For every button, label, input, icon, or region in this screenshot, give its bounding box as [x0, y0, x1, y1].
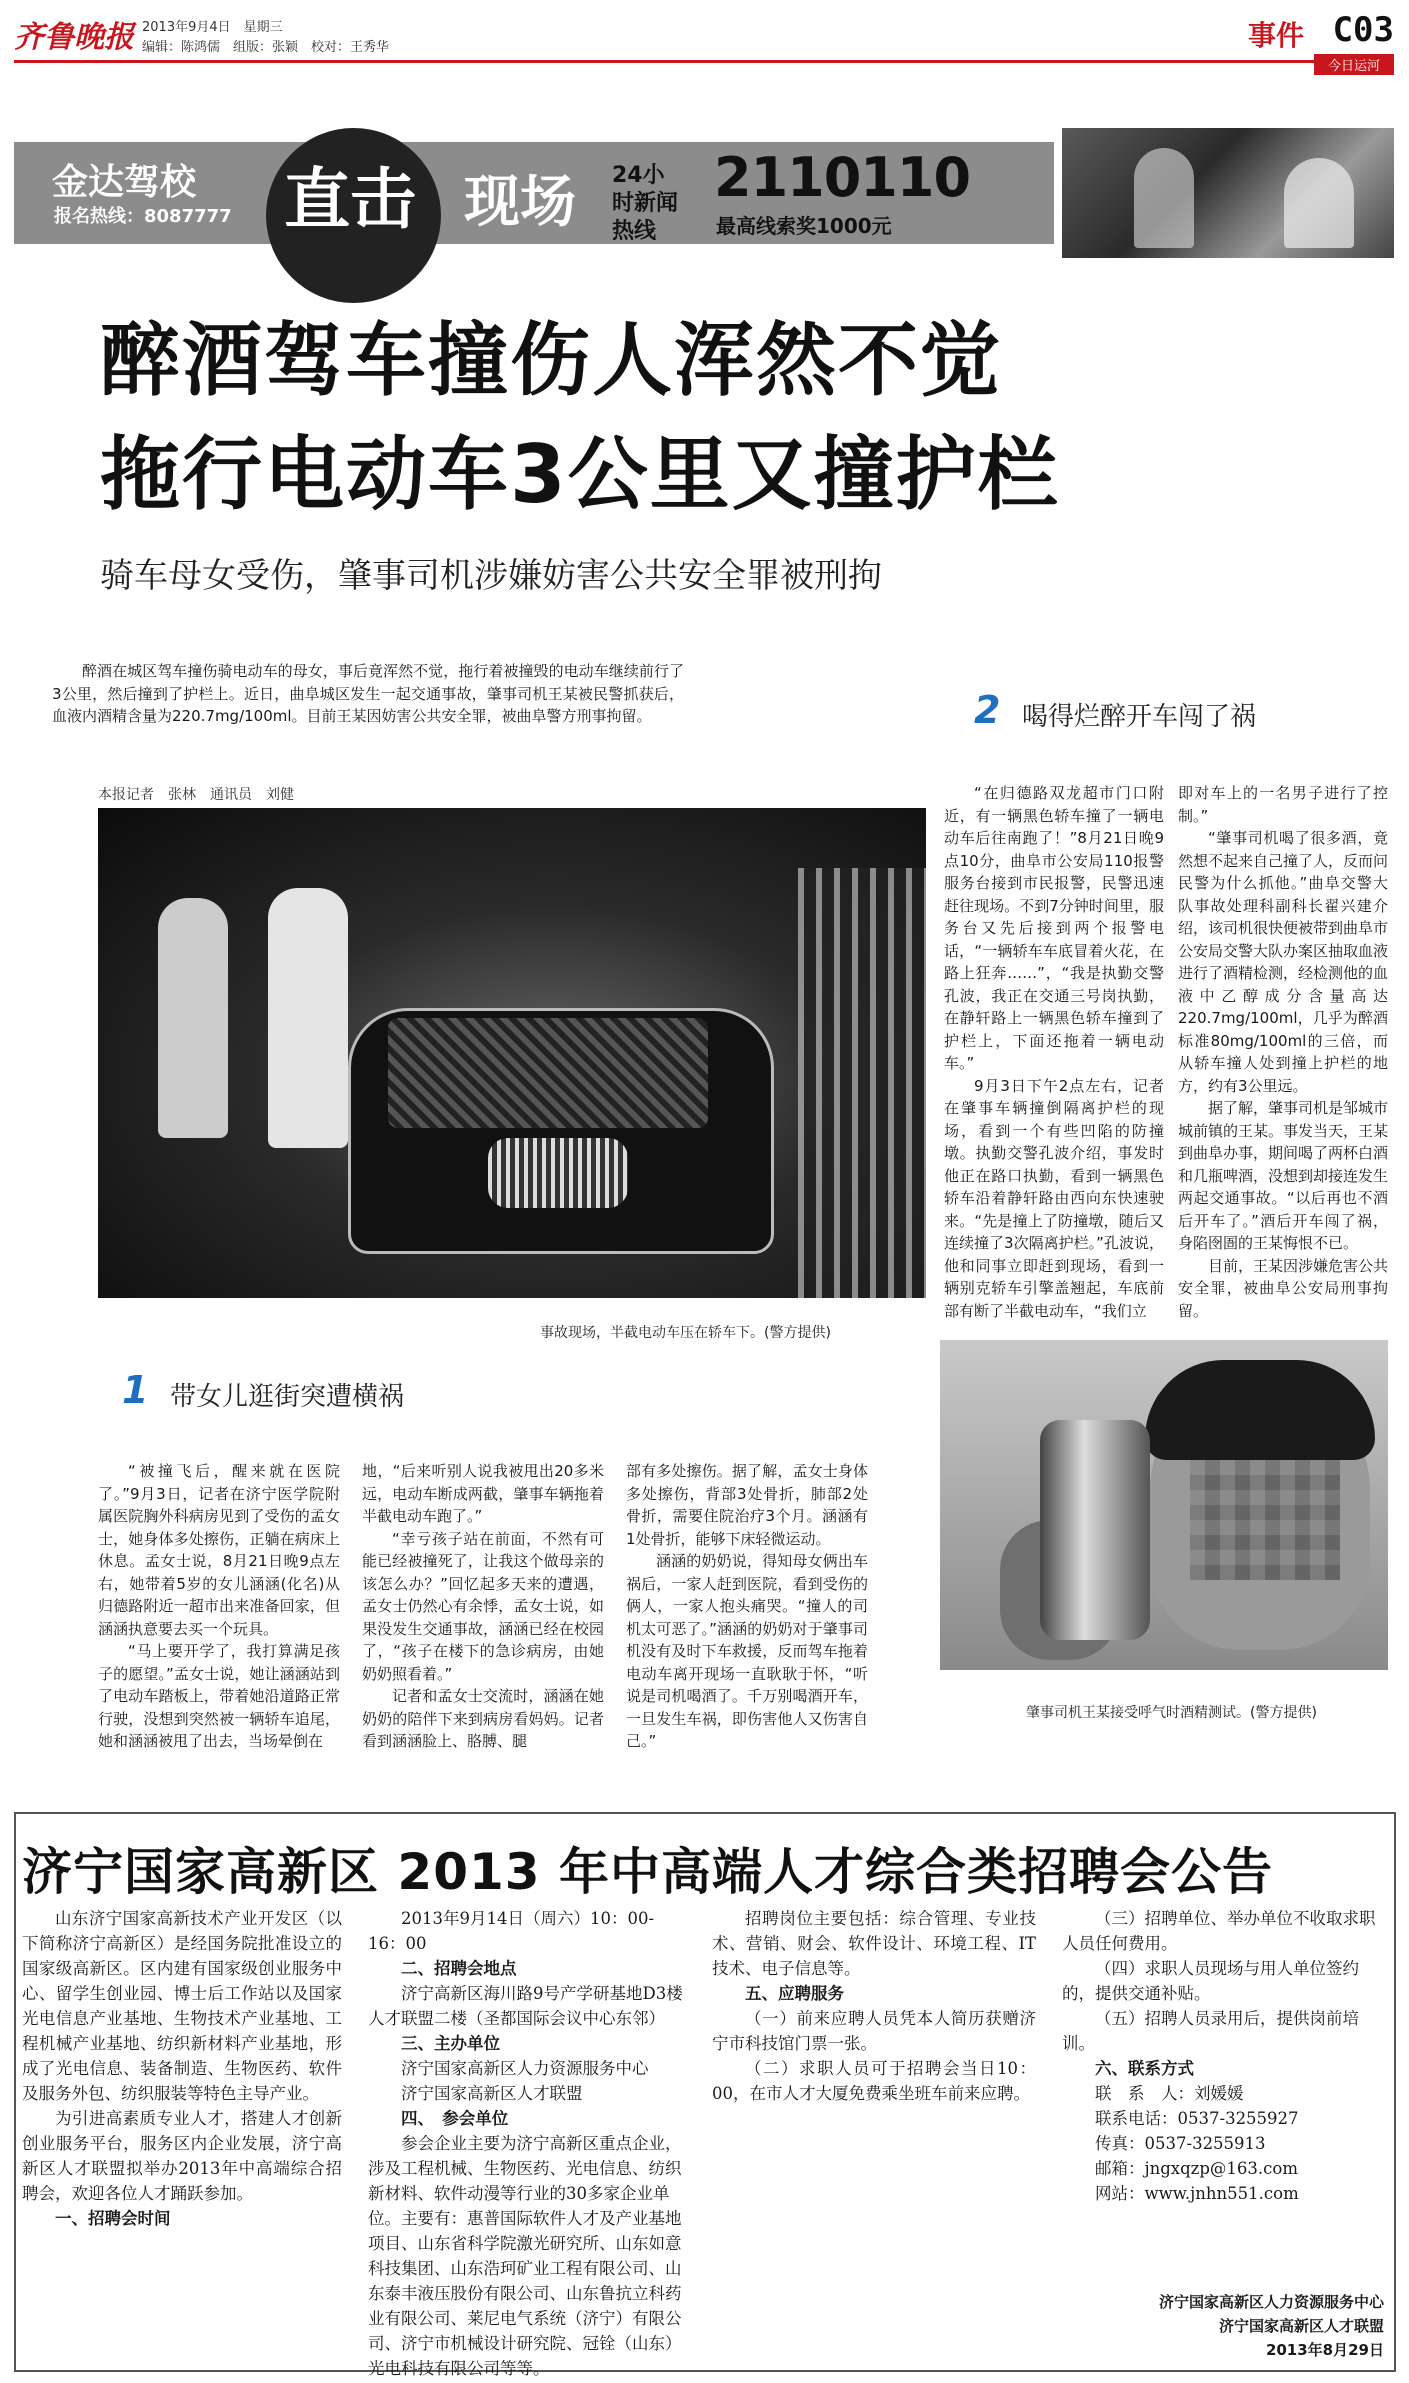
photo-person: [268, 888, 348, 1148]
section-number: 2: [974, 688, 1001, 732]
paragraph: “被撞飞后，醒来就在医院了。”9月3日，记者在济宁医学院附属医院胸外科病房见到了受伤的孟女士，她身体多处擦伤，正躺在病床上休息。孟女士说，8月21日晚9点左右，她带着5岁的女儿涵涵(化名)从归德路附近一超市出来准备回家，但涵涵执意要去买一个玩具。: [98, 1462, 340, 1638]
subheadline: 骑车母女受伤，肇事司机涉嫌妨害公共安全罪被刑拘: [100, 556, 882, 596]
paragraph: 据了解，肇事司机是邹城市城前镇的王某。事发当天，王某到曲阜办事，期间喝了两杯白酒和几瓶啤酒，没想到却接连发生两起交通事故。“以后再也不酒后开车了。”酒后开车闯了祸，身陷囹圄的王某悔恨不已。: [1178, 1099, 1389, 1252]
school-phone: 报名热线：8087777: [54, 206, 232, 227]
contact-phone: 联系电话：0537-3255927: [1095, 2109, 1299, 2128]
ad-host-text: 济宁国家高新区人力资源服务中心: [401, 2059, 649, 2078]
column-banner: [14, 128, 1394, 278]
section-label: 事件: [1247, 19, 1304, 52]
paragraph: 即对车上的一名男子进行了控制。”: [1178, 784, 1388, 825]
column-name-b: 现场: [464, 170, 576, 235]
sub-section-badge: 今日运河: [1314, 54, 1394, 75]
hotline-number: 2110110: [714, 146, 971, 209]
contact-email[interactable]: 邮箱：jngxqzp@163.com: [1095, 2159, 1298, 2178]
section1-column-1: [98, 1460, 340, 1753]
paragraph: 涵涵的奶奶说，得知母女俩出车祸后，一家人赶到医院，看到受伤的俩人，一家人抱头痛哭。“撞人的司机太可恶了。”涵涵的奶奶对于肇事司机没有及时下车救援，反而驾车拖着电动车离开现场一直耿耿于怀，“听说是司机喝酒了。千万别喝酒开车，一旦发生车祸，即伤害他人又伤害自己。”: [626, 1552, 868, 1750]
masthead: [14, 10, 1394, 74]
ad-positions-text: 招聘岗位主要包括：综合管理、专业技术、营销、财会、软件设计、环境工程、IT技术、电子信息等。: [712, 1909, 1036, 1978]
ad-signature: [1090, 2290, 1384, 2362]
photo-caption: 事故现场，半截电动车压在轿车下。(警方提供): [540, 1325, 831, 1341]
column-name-a: 直击: [284, 160, 416, 238]
banner-photo-figure: [1134, 148, 1194, 248]
photo-car-grille: [488, 1138, 628, 1208]
paragraph: 地，“后来听别人说我被甩出20多米远，电动车断成两截，肇事车辆拖着半截电动车跑了。”: [362, 1462, 604, 1525]
section-title: 喝得烂醉开车闯了祸: [1022, 702, 1257, 732]
ad-service-item: （三）招聘单位、举办单位不收取求职人员任何费用。: [1062, 1909, 1376, 1953]
ad-service-item: （五）招聘人员录用后，提供岗前培训。: [1062, 2009, 1359, 2053]
ad-heading: 二、招聘会地点: [401, 1959, 517, 1978]
breathalyzer-device: [1040, 1420, 1150, 1640]
ad-column-2: [368, 1906, 688, 2378]
issue-date: 2013年9月4日 星期三: [142, 20, 283, 35]
accident-scene-photo: [98, 808, 926, 1298]
ad-title: 济宁国家高新区 2013 年中高端人才综合类招聘会公告: [22, 1843, 1273, 1901]
ad-host-text: 济宁国家高新区人才联盟: [401, 2084, 583, 2103]
paragraph: “肇事司机喝了很多酒，竟然想不起来自己撞了人，反而问民警为什么抓他。”曲阜交警大队事故处理科副科长翟兴建介绍，该司机很快便被带到曲阜市公安局交警大队办案区抽取血液进行了酒精检测，经检测他的血液中乙醇成分含量高达220.7mg/100ml，几乎为醉酒标准80mg/100ml的三倍，而从轿车撞人处到撞上护栏的地方，约有3公里远。: [1178, 829, 1389, 1095]
breath-test-photo: [940, 1340, 1388, 1670]
editor-credits: 编辑：陈鸿儒 组版：张颖 校对：王秀华: [142, 40, 390, 55]
contact-website[interactable]: 网站：www.jnhn551.com: [1095, 2184, 1299, 2203]
ad-place-text: 济宁高新区海川路9号产学研基地D3楼人才联盟二楼（圣都国际会议中心东邻）: [368, 1984, 683, 2028]
ad-column-1: [22, 1906, 342, 2231]
paragraph: 部有多处擦伤。据了解，孟女士身体多处擦伤，背部3处骨折，肺部2处骨折，需要住院治疗3个月。涵涵有1处骨折，能够下床轻微运动。: [626, 1462, 868, 1548]
section2-column-b: [1178, 782, 1388, 1322]
ad-heading: 六、联系方式: [1095, 2059, 1194, 2078]
ad-time-text: 2013年9月14日（周六）10：00-16：00: [368, 1909, 655, 1953]
ad-column-4: [1062, 1906, 1384, 2206]
school-name: 金达驾校: [52, 162, 197, 203]
ad-intro-paragraph: 山东济宁国家高新技术产业开发区（以下简称济宁高新区）是经国务院批准设立的国家级高新区。区内建有国家级创业服务中心、留学生创业园、博士后工作站以及国家光电信息产业基地、生物技术产业基地、工程机械产业基地、纺织新材料产业基地，形成了光电信息、装备制造、生物医药、软件及服务外包、纺织服装等特色主导产业。: [22, 1909, 342, 2103]
contact-fax: 传真：0537-3255913: [1095, 2134, 1266, 2153]
paragraph: “在归德路双龙超市门口附近，有一辆黑色轿车撞了一辆电动车后往南跑了！”8月21日晚9点10分，曲阜市公安局110报警服务台接到市民报警，民警迅速赶往现场。不到7分钟时间里，服务台又先后接到两个报警电话，“一辆轿车车底冒着火花，在路上狂奔……”，“我是执勤交警孔波，我正在交通三号岗执勤，在静轩路上一辆黑色轿车撞到了护栏上，下面还拖着一辆电动车。”: [944, 784, 1164, 1072]
ad-service-item: （四）求职人员现场与用人单位签约的，提供交通补贴。: [1062, 1959, 1359, 2003]
lead-paragraph: 醉酒在城区驾车撞伤骑电动车的母女，事后竟浑然不觉，拖行着被撞毁的电动车继续前行了3公里，然后撞到了护栏上。近日，曲阜城区发生一起交通事故，肇事司机王某被民警抓获后，血液内酒精含量为220.7mg/100ml。目前王某因妨害公共安全罪，被曲阜警方刑事拘留。: [52, 662, 684, 725]
photo-person: [158, 898, 228, 1138]
hotline-label: 24小时新闻热线: [612, 163, 679, 244]
ad-heading: 四、 参会单位: [401, 2109, 509, 2128]
headline-line-1: 醉酒驾车撞伤人浑然不觉: [100, 314, 1002, 407]
page-number: C03: [1332, 10, 1394, 50]
face-mosaic: [1190, 1460, 1340, 1580]
section1-column-2: [362, 1460, 604, 1753]
paragraph: “马上要开学了，我打算满足孩子的愿望。”孟女士说，她让涵涵站到了电动车踏板上，带着她沿道路正常行驶，没想到突然被一辆轿车追尾，她和涵涵被甩了出去，当场晕倒在: [98, 1642, 340, 1750]
paper-name: 齐鲁晚报: [14, 20, 134, 55]
photo-railing: [798, 868, 926, 1298]
photo-car-hood: [388, 1018, 708, 1128]
banner-photo-figure: [1284, 158, 1354, 248]
ad-companies-text: 参会企业主要为济宁高新区重点企业，涉及工程机械、生物医药、光电信息、纺织新材料、软件动漫等行业的30多家企业单位。主要有：惠普国际软件人才及产业基地项目、山东省科学院激光研究所、山东如意科技集团、山东浩珂矿业工程有限公司、山东泰丰液压股份有限公司、山东鲁抗立科药业有限公司、莱尼电气系统（济宁）有限公司、济宁市机械设计研究院、冠铨（山东）光电科技有限公司等等。: [368, 2134, 682, 2378]
ad-column-3: [712, 1906, 1036, 2106]
signer-2: 济宁国家高新区人才联盟: [1218, 2317, 1384, 2335]
ad-service-item: （一）前来应聘人员凭本人简历获赠济宁市科技馆门票一张。: [712, 2009, 1036, 2053]
signer-1: 济宁国家高新区人力资源服务中心: [1158, 2293, 1384, 2311]
section-title: 带女儿逛街突遭横祸: [170, 1382, 405, 1412]
ad-heading: 三、主办单位: [401, 2034, 500, 2053]
paragraph: 目前，王某因涉嫌危害公共安全罪，被曲阜公安局刑事拘留。: [1178, 1256, 1389, 1320]
reward-text: 最高线索奖1000元: [716, 214, 892, 238]
ad-service-item: （二）求职人员可于招聘会当日10：00，在市人才大厦免费乘坐班车前来应聘。: [712, 2059, 1036, 2103]
sign-date: 2013年8月29日: [1265, 2341, 1384, 2359]
breath-photo-caption: 肇事司机王某接受呼气时酒精测试。(警方提供): [1026, 1705, 1317, 1721]
paragraph: 记者和孟女士交流时，涵涵在她奶奶的陪伴下来到病房看妈妈。记者看到涵涵脸上、胳膊、腿: [362, 1687, 604, 1750]
byline: 本报记者 张林 通讯员 刘健: [98, 787, 294, 803]
ad-intro-paragraph: 为引进高素质专业人才，搭建人才创新创业服务平台，服务区内企业发展，济宁高新区人才联盟拟举办2013年中高端综合招聘会，欢迎各位人才踊跃参加。: [22, 2109, 342, 2203]
paragraph: 9月3日下午2点左右，记者在肇事车辆撞倒隔离护栏的现场，看到一个有些凹陷的防撞墩。执勤交警孔波介绍，事发时他正在路口执勤，看到一辆黑色轿车沿着静轩路由西向东快速驶来。“先是撞上了防撞墩，随后又连续撞了3次隔离护栏。”孔波说，他和同事立即赶到现场，看到一辆别克轿车引擎盖翘起，车底前部有断了半截电动车，“我们立: [944, 1076, 1164, 1320]
section2-column-a: [944, 782, 1164, 1322]
paragraph: “幸亏孩子站在前面，不然有可能已经被撞死了，让我这个做母亲的该怎么办？”回忆起多天来的遭遇，孟女士仍然心有余悸，孟女士说，如果没发生交通事故，涵涵已经在校园了，“孩子在楼下的急诊病房，由她奶奶照看着。”: [362, 1529, 604, 1683]
ad-heading: 一、招聘会时间: [55, 2209, 171, 2228]
section-number: 1: [122, 1368, 149, 1412]
photo-hair: [1145, 1360, 1375, 1460]
contact-person: 联 系 人：刘媛媛: [1095, 2084, 1244, 2103]
ad-heading: 五、应聘服务: [745, 1984, 844, 2003]
section1-column-3: [626, 1460, 868, 1753]
headline-line-2: 拖行电动车3公里又撞护栏: [100, 428, 1060, 521]
